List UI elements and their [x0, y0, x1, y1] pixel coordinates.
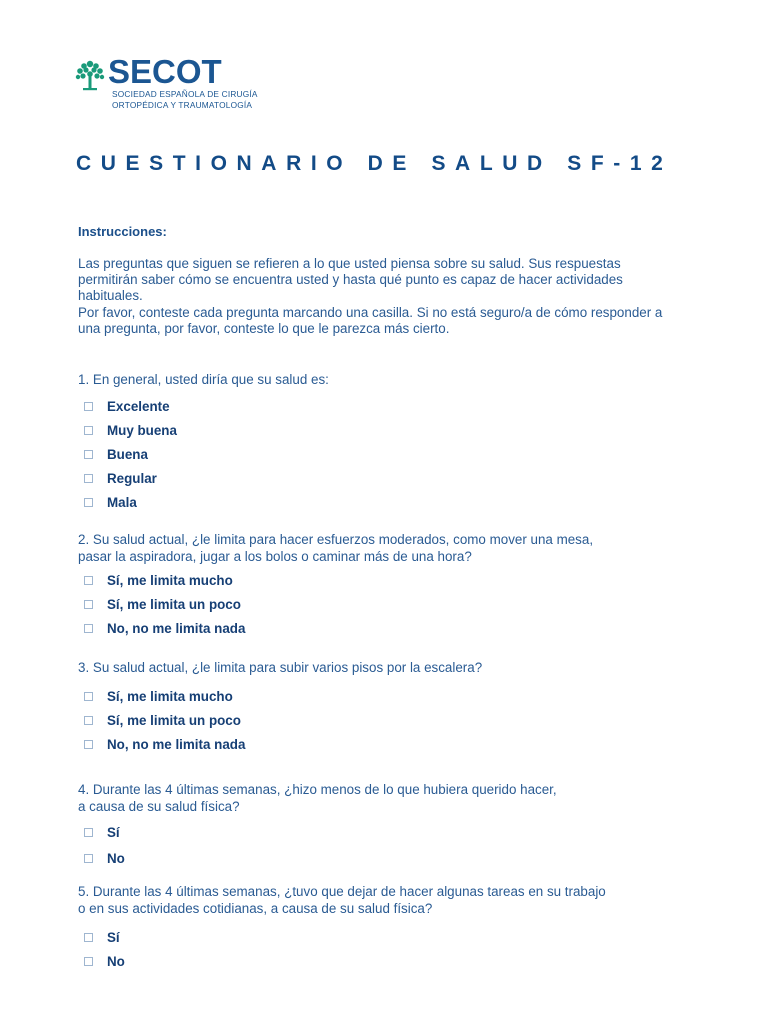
question-2-line-1: 2. Su salud actual, ¿le limita para hacer esfuerzos moderados, como mover una mesa,	[78, 532, 594, 547]
checkbox[interactable]	[84, 740, 93, 749]
option-label: Muy buena	[107, 422, 177, 438]
q1-option-buena[interactable]	[84, 444, 148, 464]
checkbox[interactable]	[84, 576, 93, 585]
instructions-text	[78, 256, 678, 337]
q1-option-regular[interactable]	[84, 468, 157, 488]
option-label: Sí, me limita mucho	[107, 572, 233, 588]
option-label: No, no me limita nada	[107, 620, 246, 636]
q1-option-excelente[interactable]	[84, 396, 170, 416]
q5-option-si[interactable]	[84, 927, 120, 947]
q3-option-mucho[interactable]	[84, 686, 233, 706]
page-title: CUESTIONARIO DE SALUD SF-12	[76, 152, 673, 175]
logo-subtitle	[112, 89, 258, 111]
option-label: No, no me limita nada	[107, 736, 246, 752]
question-4-line-2: a causa de su salud física?	[78, 798, 240, 814]
q1-option-mala[interactable]	[84, 492, 137, 512]
option-label: Excelente	[107, 398, 170, 414]
checkbox[interactable]	[84, 474, 93, 483]
checkbox[interactable]	[84, 692, 93, 701]
option-label: No	[107, 850, 125, 866]
checkbox[interactable]	[84, 716, 93, 725]
option-label: No	[107, 953, 125, 969]
checkbox[interactable]	[84, 600, 93, 609]
checkbox[interactable]	[84, 498, 93, 507]
question-5	[78, 884, 678, 917]
q4-option-si[interactable]	[84, 822, 120, 842]
logo-subtitle-line1: SOCIEDAD ESPAÑOLA DE CIRUGÍA	[112, 89, 258, 99]
question-4	[78, 782, 678, 815]
question-1: 1. En general, usted diría que su salud es:	[78, 372, 329, 387]
option-label: Sí, me limita un poco	[107, 596, 241, 612]
q2-option-poco[interactable]	[84, 594, 241, 614]
option-label: Buena	[107, 446, 148, 462]
checkbox[interactable]	[84, 624, 93, 633]
logo-name: SECOT	[108, 53, 222, 90]
checkbox[interactable]	[84, 450, 93, 459]
question-3: 3. Su salud actual, ¿le limita para subir varios pisos por la escalera?	[78, 660, 483, 675]
checkbox[interactable]	[84, 426, 93, 435]
checkbox[interactable]	[84, 957, 93, 966]
option-label: Sí	[107, 929, 120, 945]
question-4-line-1: 4. Durante las 4 últimas semanas, ¿hizo menos de lo que hubiera querido hacer,	[78, 782, 557, 797]
q1-option-muy-buena[interactable]	[84, 420, 177, 440]
question-5-line-1: 5. Durante las 4 últimas semanas, ¿tuvo que dejar de hacer algunas tareas en su trabajo	[78, 884, 606, 899]
q2-option-nada[interactable]	[84, 618, 245, 638]
checkbox[interactable]	[84, 402, 93, 411]
q3-option-nada[interactable]	[84, 734, 245, 754]
option-label: Sí	[107, 824, 120, 840]
option-label: Sí, me limita mucho	[107, 688, 233, 704]
q3-option-poco[interactable]	[84, 710, 241, 730]
q5-option-no[interactable]	[84, 951, 125, 971]
instructions-paragraph-2: Por favor, conteste cada pregunta marcando una casilla. Si no está seguro/a de cómo responder a una pregunta, por favor, conteste lo que le parezca más cierto.	[78, 304, 663, 336]
secot-logo	[74, 53, 258, 118]
option-label: Sí, me limita un poco	[107, 712, 241, 728]
checkbox[interactable]	[84, 854, 93, 863]
logo-subtitle-line2: ORTOPÉDICA Y TRAUMATOLOGÍA	[112, 100, 253, 110]
tree-logo-icon	[74, 58, 106, 92]
question-5-line-2: o en sus actividades cotidianas, a causa de su salud física?	[78, 900, 433, 916]
q2-option-mucho[interactable]	[84, 570, 233, 590]
option-label: Mala	[107, 494, 137, 510]
instructions-heading: Instrucciones:	[78, 224, 167, 239]
q4-option-no[interactable]	[84, 848, 125, 868]
checkbox[interactable]	[84, 933, 93, 942]
instructions-paragraph-1: Las preguntas que siguen se refieren a lo que usted piensa sobre su salud. Sus respuestas permitirán saber cómo se encuentra usted y hasta qué punto es capaz de hacer actividades habituales.	[78, 256, 623, 304]
option-label: Regular	[107, 470, 157, 486]
checkbox[interactable]	[84, 828, 93, 837]
question-2-line-2: pasar la aspiradora, jugar a los bolos o caminar más de una hora?	[78, 548, 472, 564]
question-2	[78, 532, 678, 565]
